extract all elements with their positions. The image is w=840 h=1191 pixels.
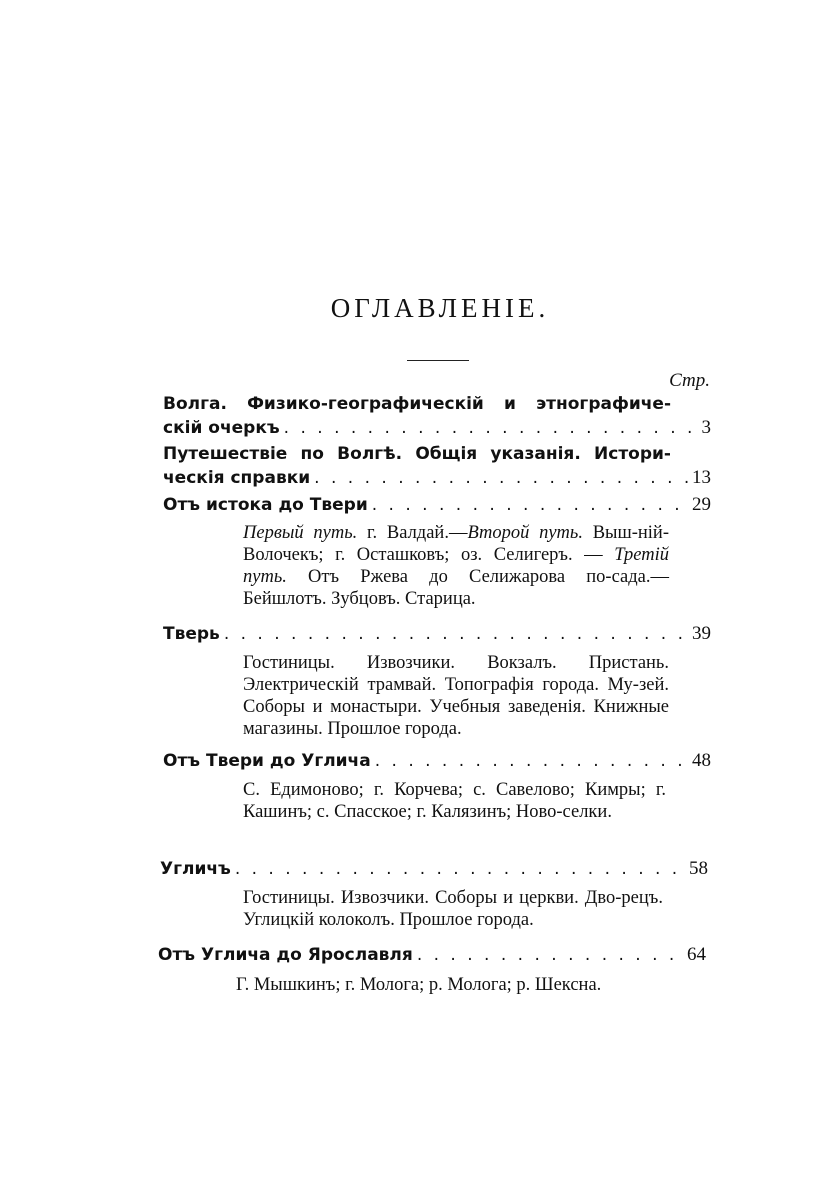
page-title: ОГЛАВЛЕНІЕ. xyxy=(330,293,550,323)
entry-page-number: 39 xyxy=(692,623,711,644)
page-column-label: Стр. xyxy=(669,370,710,391)
first-way-label: Первый путь. xyxy=(243,523,358,543)
entry-heading: Тверь xyxy=(163,624,220,644)
entry-heading-line1: Путешествіе по Волгѣ. Общія указанія. Истори- xyxy=(163,444,671,464)
entry-details: Гостиницы. Извозчики. Вокзалъ. Пристань. Электрическій трамвай. Топографія города. Му-зей. Соборы и монастыри. Учебныя заведенія. Книжные магазины. Прошлое города. xyxy=(243,653,669,739)
entry-details: Г. Мышкинъ; г. Молога; р. Молога; р. Шексна. xyxy=(236,975,602,995)
toc-entry-uglich[interactable] xyxy=(160,857,708,881)
dot-leader xyxy=(372,493,688,517)
entry-details: С. Едимоново; г. Корчева; с. Савелово; Кимры; г. Кашинъ; с. Спасское; г. Калязинъ; Ново-селки. xyxy=(243,780,666,822)
toc-entry-tver[interactable] xyxy=(163,622,711,646)
entry-heading-line2: скій очеркъ xyxy=(163,418,280,438)
dot-leader xyxy=(314,466,688,490)
toc-entry-uglich-to-yaroslavl[interactable] xyxy=(158,943,706,967)
dot-leader xyxy=(417,943,683,967)
entry-heading: Угличъ xyxy=(160,859,231,879)
entry-details xyxy=(243,522,669,610)
entry-heading: Отъ истока до Твери xyxy=(163,495,368,515)
entry-page-number: 64 xyxy=(687,944,706,965)
toc-entry-source-to-tver[interactable] xyxy=(163,493,711,517)
dot-leader xyxy=(375,749,688,773)
entry-page-number: 48 xyxy=(692,750,711,771)
toc-entry-volga[interactable] xyxy=(163,392,711,440)
entry-heading-line1: Волга. Физико-географическій и этнографиче- xyxy=(163,394,671,414)
entry-heading: Отъ Твери до Углича xyxy=(163,751,371,771)
toc-entry-tver-to-uglich[interactable] xyxy=(163,749,711,773)
dot-leader xyxy=(224,622,688,646)
first-way-text: г. Валдай.— xyxy=(357,523,468,543)
second-way-label: Второй путь. xyxy=(467,523,583,543)
third-way-text: Отъ Ржева до Селижарова по-сада.—Бейшлотъ. Зубцовъ. Старица. xyxy=(243,567,669,609)
entry-page-number: 13 xyxy=(692,467,711,488)
entry-heading: Отъ Углича до Ярославля xyxy=(158,945,413,965)
dot-leader xyxy=(284,416,698,440)
entry-details: Гостиницы. Извозчики. Соборы и церкви. Дво-рецъ. Углицкій колоколъ. Прошлое города. xyxy=(243,888,663,930)
third-way-label: Третій путь. xyxy=(243,545,670,587)
entry-page-number: 29 xyxy=(692,494,711,515)
toc-entry-travel[interactable] xyxy=(163,442,711,490)
entry-page-number: 3 xyxy=(701,417,711,438)
entry-heading-line2: ческія справки xyxy=(163,468,311,488)
second-way-text: Выш-ній-Волочекъ; г. Осташковъ; оз. Селигеръ. — xyxy=(243,523,669,565)
entry-page-number: 58 xyxy=(689,858,708,879)
dot-leader xyxy=(235,857,685,881)
title-divider xyxy=(407,360,469,361)
